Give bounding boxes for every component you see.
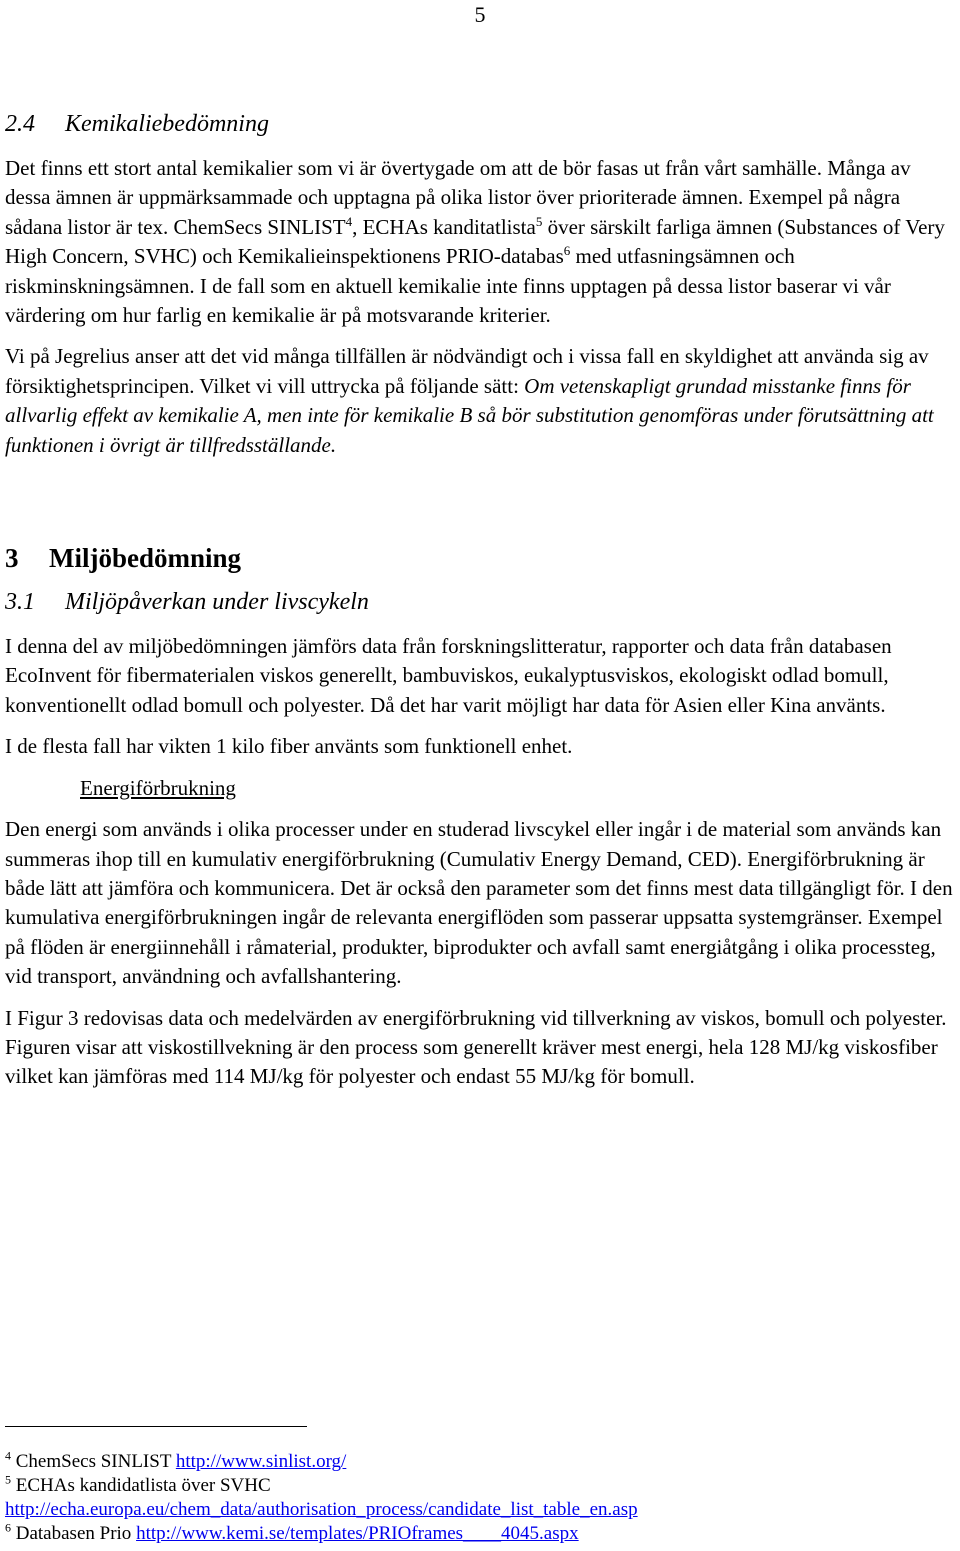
- italic-quote: Om vetenskapligt grundad misstanke finns för allvarlig effekt av kemikalie A, men inte för kemikalie B så bör substitution genomföras under förutsättning att funktionen i övrigt är tillfredsställande.: [5, 373, 934, 457]
- heading-number: 3.1: [5, 589, 35, 616]
- paragraph-figure-3: I Figur 3 redovisas data och medelvärden av energiförbrukning vid tillverkning av viskos, bomull och polyester. Figuren visar att viskostillvekning är den process som generellt kräver mest energi, hela 128 MJ/kg viskosfiber vilket kan jämföras med 114 MJ/kg för polyester och endast 55 MJ/kg för bomull.: [5, 1005, 947, 1089]
- footnote-6: [5, 1522, 955, 1546]
- footnote-link[interactable]: http://www.kemi.se/templates/PRIOframes____4045.aspx: [136, 1523, 579, 1544]
- footnote-link[interactable]: http://www.sinlist.org/: [175, 1451, 347, 1472]
- footnote-link[interactable]: http://echa.europa.eu/chem_data/authorisation_process/candidate_list_table_en.asp: [5, 1499, 638, 1520]
- footnote-number: 4: [5, 1448, 11, 1463]
- footnote-text: ECHAs kandidatlista över SVHC: [11, 1475, 271, 1496]
- text-run: med utfasningsämnen och riskminskningsämnen. I de fall som en aktuell kemikalie inte finns upptagen på dessa listor baserar vi vår värdering om hur farlig en kemikalie är på motsvarande kriterier.: [5, 244, 891, 328]
- main-content: [5, 106, 957, 1092]
- footnote-ref[interactable]: 4: [345, 213, 353, 229]
- text-run: över särskilt farliga ämnen (Substances of Very High Concern, SVHC) och Kemikalieinspektionens PRIO-databas: [5, 214, 945, 269]
- paragraph-energy-demand: Den energi som används i olika processer under en studerad livscykel eller ingår i de material som används kan summeras ihop till en kumulativ energiförbrukning (Cumulativ Energy Demand, CED). Energiförbrukning är både lätt att jämföra och kommunicera. Det är också den parameter som det finns mest data tillgängligt för. I den kumulativa energiförbrukningen ingår de relevanta energiflöden som passerar uppsatta systemgränser. Exempel på flöden är energiinnehåll i råmaterial, produkter, biprodukter och avfall samt energiåtgång i olika processteg, vid transport, användning och avfallshantering.: [5, 817, 953, 989]
- page-number: 5: [474, 2, 486, 27]
- paragraph-chemical-lists: [5, 154, 957, 330]
- footnote-separator: [5, 1426, 307, 1427]
- paragraph-functional-unit: I de flesta fall har vikten 1 kilo fiber använts som funktionell enhet.: [5, 734, 573, 759]
- text-run: Det finns ett stort antal kemikalier som vi är övertygade om att de bör fasas ut från vårt samhälle. Många av dessa ämnen är uppmärksammade och upptagna på olika listor över prioriterade ämnen. Exempel på några sådana listor är tex. ChemSecs SINLIST: [5, 156, 911, 239]
- footnote-text: ChemSecs SINLIST: [11, 1451, 176, 1472]
- footnotes: [5, 1450, 955, 1546]
- footnote-5: [5, 1474, 955, 1498]
- paragraph-precautionary-principle: [5, 342, 957, 460]
- text-run: , ECHAs kanditatlista: [352, 214, 536, 239]
- heading-title: Kemikaliebedömning: [65, 111, 269, 137]
- heading-title: Miljöbedömning: [49, 543, 242, 574]
- heading-number: 3: [5, 543, 19, 574]
- footnote-4: [5, 1450, 955, 1474]
- footnote-5-link-line: [5, 1498, 955, 1522]
- heading-number: 2.4: [5, 111, 35, 137]
- heading-2-4: [5, 106, 957, 142]
- footnote-ref[interactable]: 6: [563, 243, 571, 259]
- footnote-ref[interactable]: 5: [535, 213, 543, 229]
- heading-3-1: [5, 584, 957, 620]
- text-run: Vi på Jegrelius anser att det vid många tillfällen är nödvändigt och i vissa fall en skyldighet att använda sig av försiktighetsprincipen. Vilket vi vill uttrycka på följande sätt:: [5, 344, 929, 398]
- footnote-number: 6: [5, 1520, 11, 1535]
- footnote-number: 5: [5, 1472, 11, 1487]
- heading-title: Miljöpåverkan under livscykeln: [65, 589, 369, 616]
- paragraph-data-sources: I denna del av miljöbedömningen jämförs data från forskningslitteratur, rapporter och data från databasen EcoInvent för fibermaterialen viskos generellt, bambuviskos, eukalyptusviskos, ekologiskt odlad bomull, konventionellt odlad bomull och polyester. Då det har varit möjligt har data för Asien eller Kina använts.: [5, 634, 892, 717]
- subheading-energiforbrukning: Energiförbrukning: [80, 775, 236, 800]
- heading-3: [5, 540, 957, 576]
- footnote-text: Databasen Prio: [11, 1523, 137, 1544]
